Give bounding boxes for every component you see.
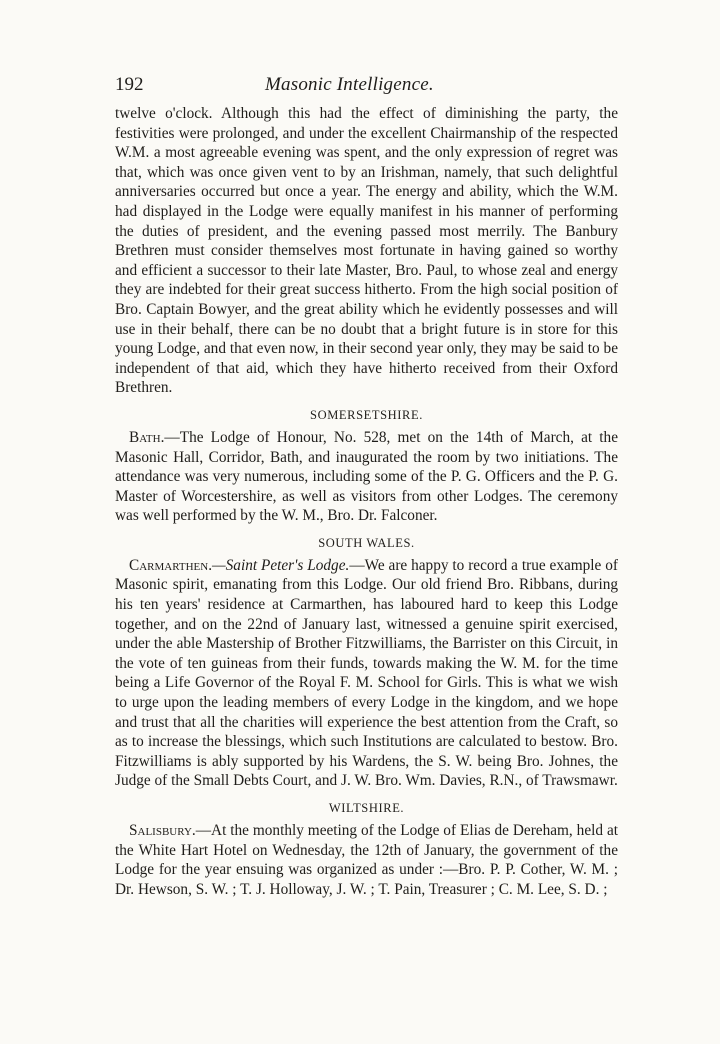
section-heading-south-wales: SOUTH WALES. <box>318 535 415 550</box>
lodge-name: —Saint Peter's Lodge. <box>212 556 350 574</box>
running-title: Masonic Intelligence. <box>265 74 434 95</box>
place-name: Salisbury. <box>129 822 196 839</box>
place-name: Bath. <box>129 428 165 446</box>
paragraph-text: —We are happy to record a true example of Masonic spirit, emanating from this Lodge. Our old friend Bro. Ribbans, during his ten years' residence at Carmarthen, has laboured hard to keep this Lodge together, and on the 22nd of January last, witnessed a genuine spirit exercised, under the able Mastership of Brother Fitzwilliams, the Barrister on this Circuit, in the vote of ten guineas from their funds, towards making the W. M. for the time being a Life Governor of the Royal F. M. School for Girls. This is what we wish to urge upon the leading members of every Lodge in the kingdom, and we hope and trust that all the charities will experience the best attention from the Craft, so as to increase the blessings, which such Institutions are calculated to bestow. Bro. Fitzwilliams is ably supported by his Wardens, the S. W. being Bro. Johnes, the Judge of the Small Debts Court, and J. W. Bro. Wm. Davies, R.N., of Trawsmawr. <box>115 556 618 790</box>
paragraph-bath <box>115 428 618 526</box>
paragraph-text: —The Lodge of Honour, No. 528, met on the 14th of March, at the Masonic Hall, Corridor, Bath, and inaugurated the room by two initiations. The attendance was very numerous, including some of the P. G. Officers and the P. G. Master of Worcestershire, as well as visitors from other Lodges. The ceremony was well performed by the W. M., Bro. Dr. Falconer. <box>115 428 618 525</box>
place-name: Carmarthen. <box>129 556 213 574</box>
paragraph-text: —At the monthly meeting of the Lodge of Elias de Dereham, held at the White Hart Hotel on Wednesday, the 12th of January, the government of the Lodge for the year ensuing was organized as under :—Bro. P. P. Cother, W. M. ; Dr. Hewson, S. W. ; T. J. Holloway, J. W. ; T. Pain, Treasurer ; C. M. Lee, S. D. ; <box>115 822 618 898</box>
paragraph-banbury: twelve o'clock. Although this had the effect of diminishing the party, the festivities were prolonged, and under the excellent Chairmanship of the respected W.M. a most agreeable evening was spent, and the only expression of regret was that, which was once given vent to by an Irishman, namely, that such delightful anniversaries occurred but once a year. The energy and ability, which the W.M. had displayed in the Lodge were equally manifest in his manner of performing the duties of president, and the evening passed most merrily. The Banbury Brethren must consider themselves most fortunate in having gained so worthy and efficient a successor to their late Master, Bro. Paul, to whose zeal and energy they are indebted for their great success hitherto. From the high social position of Bro. Captain Bowyer, and the great ability which he evidently possesses and will use in their behalf, there can be no doubt that a bright future is in store for this young Lodge, and that even now, in their second year only, they may be said to be independent of that aid, which they have hitherto received from their Oxford Brethren. <box>115 105 618 397</box>
paragraph-salisbury <box>115 821 618 899</box>
paragraph-carmarthen <box>115 556 618 791</box>
body-text <box>115 104 618 899</box>
section-heading-somersetshire: SOMERSETSHIRE. <box>310 407 423 422</box>
section-heading-wiltshire: WILTSHIRE. <box>328 801 405 815</box>
page-number: 192 <box>115 74 144 95</box>
running-head <box>115 74 618 104</box>
